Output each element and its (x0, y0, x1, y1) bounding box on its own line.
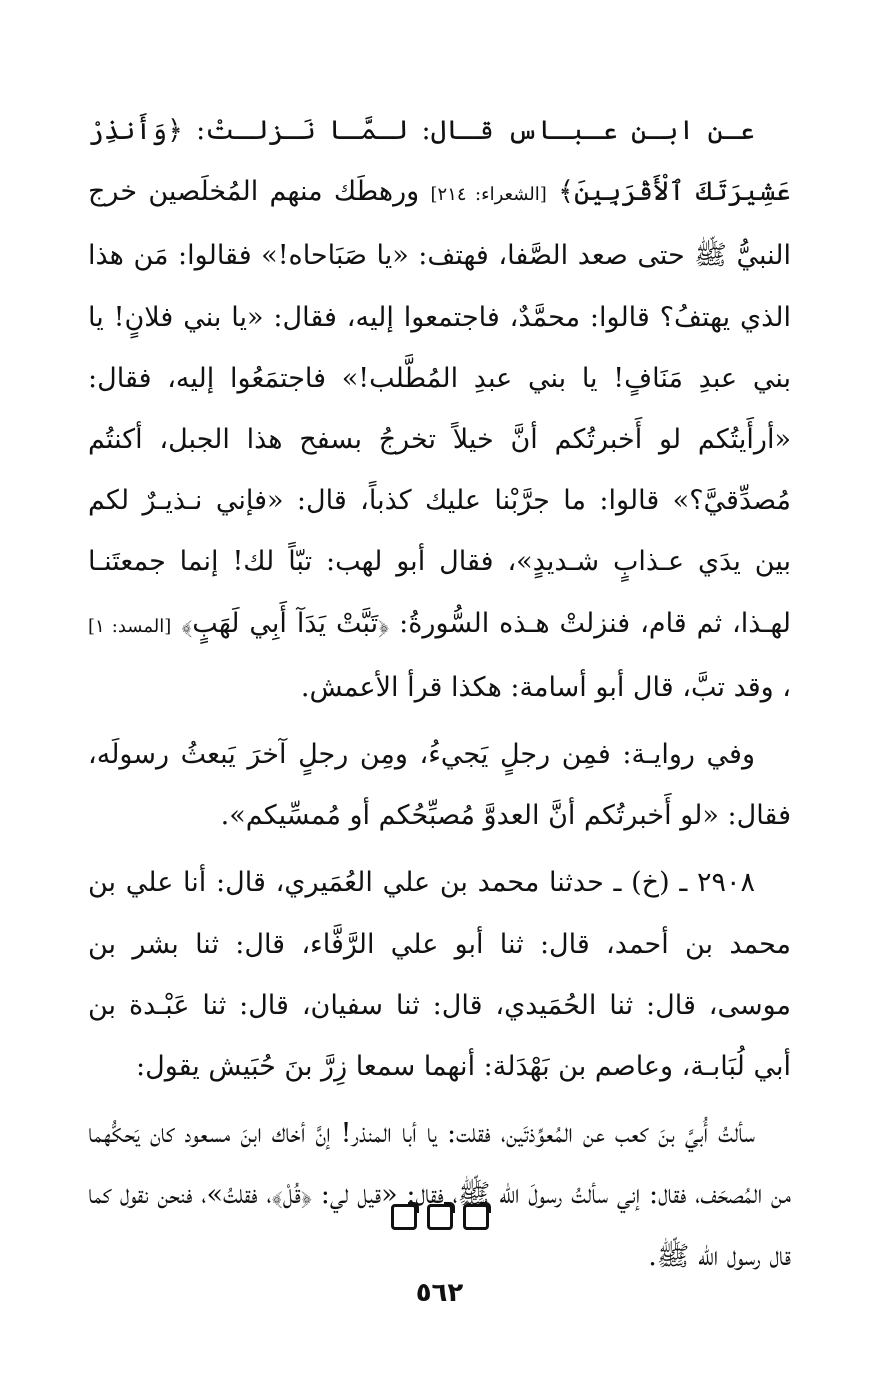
text-run: ، وقد تبَّ، قال أبو أسامة: هكذا قرأ الأعمش. (300, 671, 791, 703)
text-run: ٢٩٠٨ ـ (خ) ـ حدثنا محمد بن علي العُمَيري، قال: أنا علي بن محمد بن أحمد، قال: ثنا أبو علي الرَّفَّاء، قال: ثنا بشر بن موسى، قال: ثنا الحُمَيدي، قال: ثنا سفيان، قال: ثنا عَبْـدة بن أبي لُبَابـة، وعاصم بن بَهْدَلة: أنهما سمعا زِرَّ بنَ حُبَيش يقول: (88, 867, 791, 1083)
paragraph-ibn-abbas-hadith (88, 100, 791, 718)
ornament-square-icon (463, 1204, 489, 1230)
text-run: ورهطَك منهم المُخلَصين خرج النبيُّ ﷺ حتى صعد الصَّفا، فهتف: «يا صَبَاحاه!» فقالوا: مَن هذا الذي يهتفُ؟ قالوا: محمَّدٌ، فاجتمعوا إليه، فقال: «يا بني فلانٍ! يا بني عبدِ مَنَافٍ! يا بني عبدِ المُطَّلب!» فاجتمَعُوا إليه، فقال: «أرأَيتُكم لو أَخبرتُكم أنَّ خيلاً تخرجُ بسفح هذا الجبل، أكنتُم مُصدِّقيَّ؟» قالوا: ما جرَّبْنا عليك كذباً، قال: «فإني نـذيـرٌ لكم بين يدَي عـذابٍ شـديدٍ»، فقال أبو لهب: تبّاً لك! إنما جمعتَنـا لهـذا، ثم قام، فنزلتْ هـذه السُّورةُ: ﴿تَبَّتْ يَدَآ أَبِي لَهَبٍ﴾ (88, 176, 792, 639)
text-run: سألتُ أُبيَّ بنَ كعب عن المُعوِّذتَين، فقلت: يا أبا المنذر! إنَّ أخاك ابنَ مسعود كان يَحكُّهما من المُصحَف، فقال: إني سألتُ رسولَ الله ﷺ، فقال: «قيل لي: ﴿قُلْ﴾، فقلتُ»، فنحن نقول كما قال رسول الله ﷺ. (88, 1118, 791, 1272)
paragraph-riwaya (88, 724, 791, 846)
main-text (88, 100, 791, 1287)
page-number: ٥٦٢ (415, 1278, 464, 1308)
text-run: عـن ابـن عـبـاس قـال: لـمَّـا نَـزلـتْ: ﴿وَأَنذِرْ عَشِيرَتَكَ ٱلْأَقْرَبِينَ﴾ (88, 115, 791, 208)
ornament-square-icon (427, 1204, 453, 1230)
paragraph-hadith-2908 (88, 852, 791, 1097)
text-run: وفي روايـة: فمِن رجلٍ يَجيءُ، ومِن رجلٍ آخرَ يَبعثُ رسولَه، فقال: «لو أَخبرتُكم أنَّ العدوَّ مُصبِّحُكم أو مُمسِّيكم». (88, 739, 791, 832)
section-end-ornaments (0, 1204, 879, 1230)
ornament-square-icon (391, 1204, 417, 1230)
quran-reference: [الشعراء: ٢١٤] (430, 184, 547, 206)
paragraph-ubayy-question (88, 1103, 791, 1287)
quran-reference: [المسد: ١] (88, 615, 172, 637)
